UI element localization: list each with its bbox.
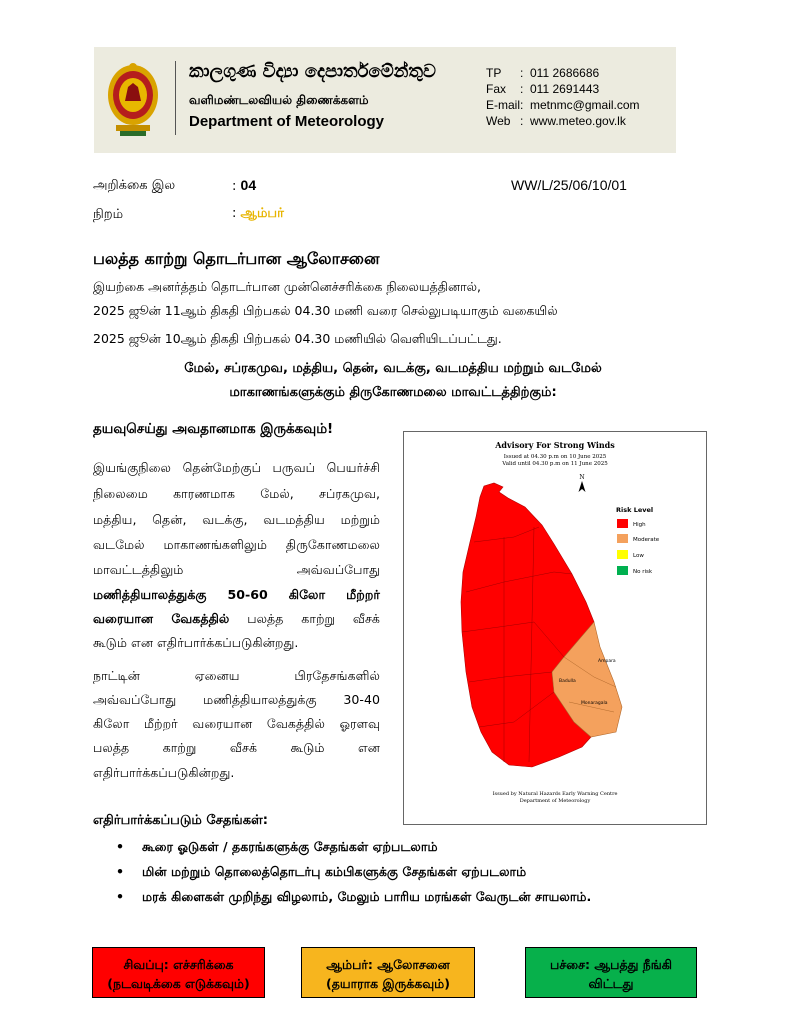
- para1-line-4: வடமேல் மாகாணங்களிலும் திருகோணமலை: [93, 537, 380, 552]
- map-title: Advisory For Strong Winds: [495, 440, 615, 450]
- colour-label: நிறம்: [93, 207, 124, 222]
- para1-line-1: இயங்குநிலை தென்மேற்குப் பருவப் பெயர்ச்சி: [93, 460, 380, 475]
- para1-tail: பலத்த காற்று வீசக்: [229, 611, 380, 626]
- map-legend: [616, 506, 660, 575]
- intro-line-3: 2025 ஜூன் 10ஆம் திகதி பிற்பகல் 04.30 மணியில் வெளியிடப்பட்டது.: [93, 331, 502, 346]
- legend-high: High: [633, 522, 646, 528]
- contact-web-value: www.meteo.gov.lk: [530, 114, 626, 128]
- contact-email-value: metnmc@gmail.com: [530, 98, 640, 112]
- region-line-1: மேல், சப்ரகமுவ, மத்திய, தென், வடக்கு, வடமத்திய மற்றும் வடமேல்: [184, 361, 602, 376]
- north-letter: N: [579, 474, 585, 481]
- legend-box-amber: [301, 947, 475, 998]
- region-line-2: மாகாணங்களுக்கும் திருகோணமலை மாவட்டத்திற்கும்:: [229, 385, 557, 400]
- bullet-icon: •: [116, 864, 125, 879]
- please-note: தயவுசெய்து அவதானமாக இருக்கவும்!: [93, 421, 334, 437]
- header-divider: [175, 61, 176, 135]
- contact-email-label: E-mail: [486, 98, 521, 112]
- island-high-risk-area: [461, 483, 594, 767]
- legend-amber-line2: (தயாராக இருக்கவும்): [326, 976, 450, 991]
- legend-amber-line1: ஆம்பர்: ஆலோசனை: [326, 957, 450, 972]
- department-name-sinhala: කාලගුණ විද්‍යා දෙපාර්තමේන්තුව: [189, 61, 436, 82]
- contact-web-label: Web: [486, 114, 511, 128]
- notice-number: [232, 177, 256, 194]
- letterhead: [94, 47, 676, 153]
- legend-title: Risk Level: [616, 506, 654, 514]
- legend-swatch-no-risk: [617, 566, 628, 575]
- colour-field: [232, 206, 284, 222]
- advisory-map: [403, 431, 707, 825]
- legend-low: Low: [633, 553, 644, 559]
- contact-fax-label: Fax: [486, 82, 507, 96]
- contact-web: Web : www.meteo.gov.lk: [486, 114, 626, 128]
- map-label-monaragala: Monaragala: [581, 701, 608, 706]
- map-label-ampara: Ampara: [598, 659, 616, 664]
- para2-line-3: கிலோ மீற்றர் வரையான வேகத்தில் ஓரளவு: [93, 716, 380, 731]
- colour-value: ஆம்பர்: [240, 206, 284, 221]
- damage-item: [116, 864, 526, 881]
- notice-number-sep: :: [232, 179, 237, 194]
- legend-green-line2: விட்டது: [588, 976, 634, 991]
- para2-line-5: எதிர்பார்க்கப்படுகின்றது.: [93, 765, 235, 780]
- legend-box-red: [92, 947, 265, 998]
- contact-phone-value: 011 2686686: [530, 66, 600, 80]
- contact-fax: Fax : 011 2691443: [486, 82, 600, 96]
- legend-green-line1: பச்சை: ஆபத்து நீங்கி: [550, 957, 672, 972]
- notice-number-label: அறிக்கை இல: [93, 178, 176, 193]
- department-name-english: Department of Meteorology: [189, 113, 385, 130]
- map-label-badulla: Badulla: [559, 679, 576, 684]
- intro-line-1: இயற்கை அனர்த்தம் தொடர்பான முன்னெச்சரிக்கை நிலையத்தினால்,: [93, 279, 481, 294]
- legend-red-line2: (நடவடிக்கை எடுக்கவும்): [107, 976, 250, 991]
- para1-line-2: நிலைமை காரணமாக மேல், சப்ரகமுவ,: [93, 486, 380, 501]
- bullet-icon: •: [116, 839, 125, 854]
- contact-fax-value: 011 2691443: [530, 82, 600, 96]
- bullet-icon: •: [116, 889, 125, 904]
- para1-line-5: மாவட்டத்திலும் அவ்வப்போது: [93, 562, 380, 577]
- para1-bold-speed: வரையான வேகத்தில்: [93, 611, 230, 626]
- para1-line-7: [93, 611, 380, 627]
- legend-swatch-low: [617, 550, 628, 559]
- contact-phone: TP : 011 2686686: [486, 66, 600, 80]
- map-footer-2: Department of Meteorology: [519, 798, 591, 804]
- map-valid: Valid until 04.30 p.m on 11 June 2025: [502, 461, 608, 467]
- legend-swatch-moderate: [617, 534, 628, 543]
- para1-line-8: கூடும் என எதிர்பார்க்கப்படுகின்றது.: [93, 635, 299, 650]
- contact-email: E-mail: metnmc@gmail.com: [486, 98, 640, 112]
- north-arrow-icon: [579, 474, 586, 492]
- damage-text-2: மின் மற்றும் தொலைத்தொடர்பு கம்பிகளுக்கு சேதங்கள் ஏற்படலாம்: [142, 864, 527, 879]
- damage-item: [116, 839, 438, 856]
- legend-box-green: [525, 947, 697, 998]
- legend-no-risk: No risk: [633, 569, 653, 575]
- damage-item: [116, 889, 591, 906]
- para1-line-6: மணித்தியாலத்துக்கு 50-60 கிலோ மீற்றர்: [93, 587, 380, 602]
- intro-line-2: 2025 ஜூன் 11ஆம் திகதி பிற்பகல் 04.30 மணி வரை செல்லுபடியாகும் வகையில்: [93, 303, 558, 318]
- damages-title: எதிர்பார்க்கப்படும் சேதங்கள்:: [93, 813, 268, 828]
- para2-line-2: அவ்வப்போது மணித்தியாலத்துக்கு 30-40: [93, 692, 380, 707]
- legend-moderate: Moderate: [633, 537, 660, 543]
- notice-number-value: 04: [240, 177, 257, 193]
- para1-line-3: மத்திய, தென், வடக்கு, வடமத்திய மற்றும்: [93, 512, 380, 527]
- colour-sep: :: [232, 206, 237, 221]
- contact-phone-label: TP: [486, 66, 502, 80]
- advisory-title: பலத்த காற்று தொடர்பான ஆலோசனை: [93, 249, 380, 268]
- reference-code: WW/L/25/06/10/01: [511, 177, 627, 193]
- map-footer-1: Issued by Natural Hazards Early Warning Centre: [492, 791, 618, 797]
- map-issued: Issued at 04.30 p.m on 10 June 2025: [503, 454, 607, 460]
- legend-swatch-high: [617, 519, 628, 528]
- sri-lanka-emblem-icon: [106, 61, 160, 137]
- damage-text-1: கூரை ஓடுகள் / தகரங்களுக்கு சேதங்கள் ஏற்படலாம்: [142, 839, 438, 854]
- para2-line-1: நாட்டின் ஏனைய பிரதேசங்களில்: [93, 668, 380, 683]
- damage-text-3: மரக் கிளைகள் முறிந்து விழலாம், மேலும் பாரிய மரங்கள் வேருடன் சாயலாம்.: [142, 889, 592, 904]
- legend-red-line1: சிவப்பு: எச்சரிக்கை: [123, 957, 234, 972]
- para2-line-4: பலத்த காற்று வீசக் கூடும் என: [93, 740, 380, 755]
- department-name-tamil: வளிமண்டலவியல் திணைக்களம்: [189, 93, 369, 107]
